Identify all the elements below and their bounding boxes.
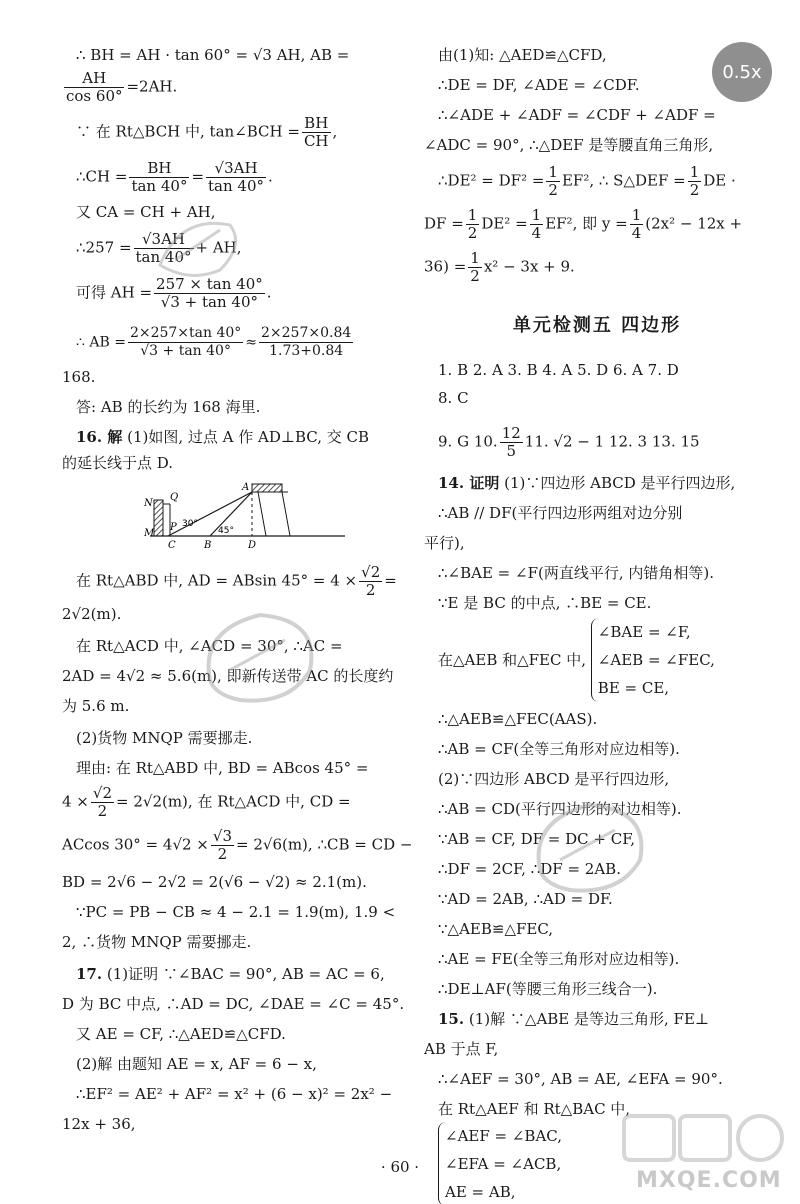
formula-line: 4 × $\frac{√2}{2}$ = 2√2(m), 在 Rt△ACD 中, CD = <box>62 784 351 820</box>
text-line: 理由: 在 Rt△ABD 中, BD = ABcos 45° = <box>76 759 369 777</box>
text-line: 又 CA = CH + AH, <box>76 203 216 221</box>
text-line: ∴EF² = AE² + AF² = x² + (6 − x)² = 2x² − <box>76 1085 393 1103</box>
text-line: ∴∠ADE + ∠ADF = ∠CDF + ∠ADF = <box>438 106 716 124</box>
formula-line: ACcos 30° = 4√2 × $\frac{√3}{2}$ = 2√6(m), ∴CB = CD − <box>62 827 413 863</box>
formula-line: DF = $\frac{1}{2}$ DE² = $\frac{1}{4}$ EF², 即 y = $\frac{1}{4}$ (2x² − 12x + <box>424 206 743 242</box>
playback-speed-badge[interactable]: 0.5x <box>712 42 772 102</box>
label-Q: Q <box>170 492 179 503</box>
text-line: 12x + 36, <box>62 1115 136 1133</box>
text-line: ∴△AEB≌△FEC(AAS). <box>438 710 598 728</box>
formula-line: 36) = $\frac{1}{2}$ x² − 3x + 9. <box>424 249 575 285</box>
formula-line: 在 Rt△ABD 中, AD = ABsin 45° = 4 × $\frac{√2}{2}$ = <box>76 563 397 599</box>
text-line: ∵PC = PB − CB ≈ 4 − 2.1 = 1.9(m), 1.9 < <box>76 903 396 921</box>
question-15: 15. (1)解 ∵△ABE 是等边三角形, FE⊥ <box>438 1010 710 1028</box>
text-line: 为 5.6 m. <box>62 697 130 715</box>
watermark-text: MXQE.COM <box>636 1168 782 1193</box>
watermark-stamp-icon <box>150 205 250 285</box>
text-line: BD = 2√6 − 2√2 = 2(√6 − √2) ≈ 2.1(m). <box>62 873 367 891</box>
text-line: ∴AE = FE(全等三角形对应边相等). <box>438 950 680 968</box>
text-line: ∴AB = CF(全等三角形对应边相等). <box>438 740 680 758</box>
text-line: 2√2(m). <box>62 605 122 623</box>
section-title: 单元检测五 四边形 <box>512 315 682 336</box>
text-line: (2)货物 MNQP 需要挪走. <box>76 729 253 747</box>
formula-line: ∴ AB = $\frac{2\times 257\times\tan 40^\circ}{√3 + \tan 40^\circ}$ ≈ $\frac{2\times 257\times 0.84}{1.73+0.84}$ <box>76 325 352 359</box>
watermark-stamp-icon <box>520 790 660 900</box>
question-16: 16. 解 (1)如图, 过点 A 作 AD⊥BC, 交 CB <box>76 428 370 446</box>
text-line: ∴DE⊥AF(等腰三角形三线合一). <box>438 980 658 998</box>
answer-line: 9. G 10. $\frac{12}{5}$ 11. √2 − 1 12. 3 13. 15 <box>438 424 700 460</box>
angle-45-label: 45° <box>218 526 234 536</box>
angle-30-label: 30° <box>182 519 198 529</box>
text-line: 平行), <box>424 534 465 552</box>
text-line: 又 AE = CF, ∴△AED≌△CFD. <box>76 1025 286 1043</box>
text-line: 2, ∴货物 MNQP 需要挪走. <box>62 933 252 951</box>
formula-line: ∵ 在 Rt△BCH 中, tan∠BCH = $\frac{BH}{CH}$ , <box>76 114 338 150</box>
formula-line: ∴DE² = DF² = $\frac{1}{2}$ EF², ∴ S△DEF = $\frac{1}{2}$ DE · <box>438 163 736 199</box>
label-A: A <box>242 482 250 493</box>
formula-line: ∴257 = $\frac{√3AH}{\tan 40^\circ}$ + AH, <box>76 230 242 266</box>
text-line: ∴DF = 2CF, ∴DF = 2AB. <box>438 860 621 878</box>
brace-system: ∠AEF = ∠BAC, ∠EFA = ∠ACB, AE = AB, <box>438 1122 562 1204</box>
text-line: 在 Rt△ACD 中, ∠ACD = 30°, ∴AC = <box>76 637 343 655</box>
text-line: ∵AD = 2AB, ∴AD = DF. <box>438 890 613 908</box>
question-14: 14. 证明 (1)∵四边形 ABCD 是平行四边形, <box>438 474 736 492</box>
label-N: N <box>144 498 153 509</box>
watermark-stamp-icon <box>190 600 330 710</box>
text-line: ∴AB // DF(平行四边形两组对边分别 <box>438 504 683 522</box>
right-column <box>424 46 756 1204</box>
text-line: ∴ BH = AH · tan 60° = √3 AH, AB = <box>76 46 350 64</box>
text-line: (2)解 由题知 AE = x, AF = 6 − x, <box>76 1055 317 1073</box>
text-line: ∴AB = CD(平行四边形的对边相等). <box>438 800 682 818</box>
text-line: ∵AB = CF, DF = DC + CF, <box>438 830 636 848</box>
formula-line: $\frac{AH}{\cos 60^\circ}$ =2AH. <box>66 69 178 105</box>
text-line: AB 于点 F, <box>424 1040 499 1058</box>
label-B: B <box>204 540 212 551</box>
label-D: D <box>248 540 257 551</box>
text-line: 答: AB 的长约为 168 海里. <box>76 398 261 416</box>
formula-line: ∴CH = $\frac{BH}{\tan 40^\circ}$ = $\frac{√3AH}{\tan 40^\circ}$ . <box>76 159 273 195</box>
answer-line: 1. B 2. A 3. B 4. A 5. D 6. A 7. D <box>438 361 679 379</box>
text-line: 168. <box>62 368 96 386</box>
text-line: 在 Rt△AEF 和 Rt△BAC 中, <box>438 1100 631 1118</box>
conveyor-diagram <box>140 478 350 558</box>
congruence-system: 在△AEB 和△FEC 中, ∠BAE = ∠F, ∠AEB = ∠FEC, BE = CE, <box>438 618 756 702</box>
brace-system: ∠BAE = ∠F, ∠AEB = ∠FEC, BE = CE, <box>591 618 715 702</box>
text-line: ∴DE = DF, ∠ADE = ∠CDF. <box>438 76 640 94</box>
page-number: · 60 · <box>380 1158 420 1176</box>
text-line: D 为 BC 中点, ∴AD = DC, ∠DAE = ∠C = 45°. <box>62 995 405 1013</box>
formula-line: 可得 AH = $\frac{257 \times \tan 40^\circ}{√3 + \tan 40^\circ}$ . <box>76 275 272 311</box>
text-line: ∴∠BAE = ∠F(两直线平行, 内错角相等). <box>438 564 715 582</box>
answer-line: 8. C <box>438 389 469 407</box>
question-17: 17. (1)证明 ∵∠BAC = 90°, AB = AC = 6, <box>76 965 385 983</box>
label-M: M <box>144 528 155 539</box>
text-line: 2AD = 4√2 ≈ 5.6(m), 即新传送带 AC 的长度约 <box>62 667 394 685</box>
text-line: ∴∠AEF = 30°, AB = AE, ∠EFA = 90°. <box>438 1070 723 1088</box>
label-P: P <box>170 522 177 533</box>
text-line: ∠ADC = 90°, ∴△DEF 是等腰直角三角形, <box>424 136 714 154</box>
text-line: ∵E 是 BC 的中点, ∴BE = CE. <box>438 594 652 612</box>
label-C: C <box>168 540 176 551</box>
fraction: $\frac{AH}{\cos 60^\circ}$ <box>66 69 123 105</box>
text-line: ∵△AEB≌△FEC, <box>438 920 554 938</box>
figure-container <box>62 478 384 558</box>
text-line: 的延长线于点 D. <box>62 454 174 472</box>
text-line: (2)∵四边形 ABCD 是平行四边形, <box>438 770 670 788</box>
text-line: 由(1)知: △AED≌△CFD, <box>438 46 607 64</box>
